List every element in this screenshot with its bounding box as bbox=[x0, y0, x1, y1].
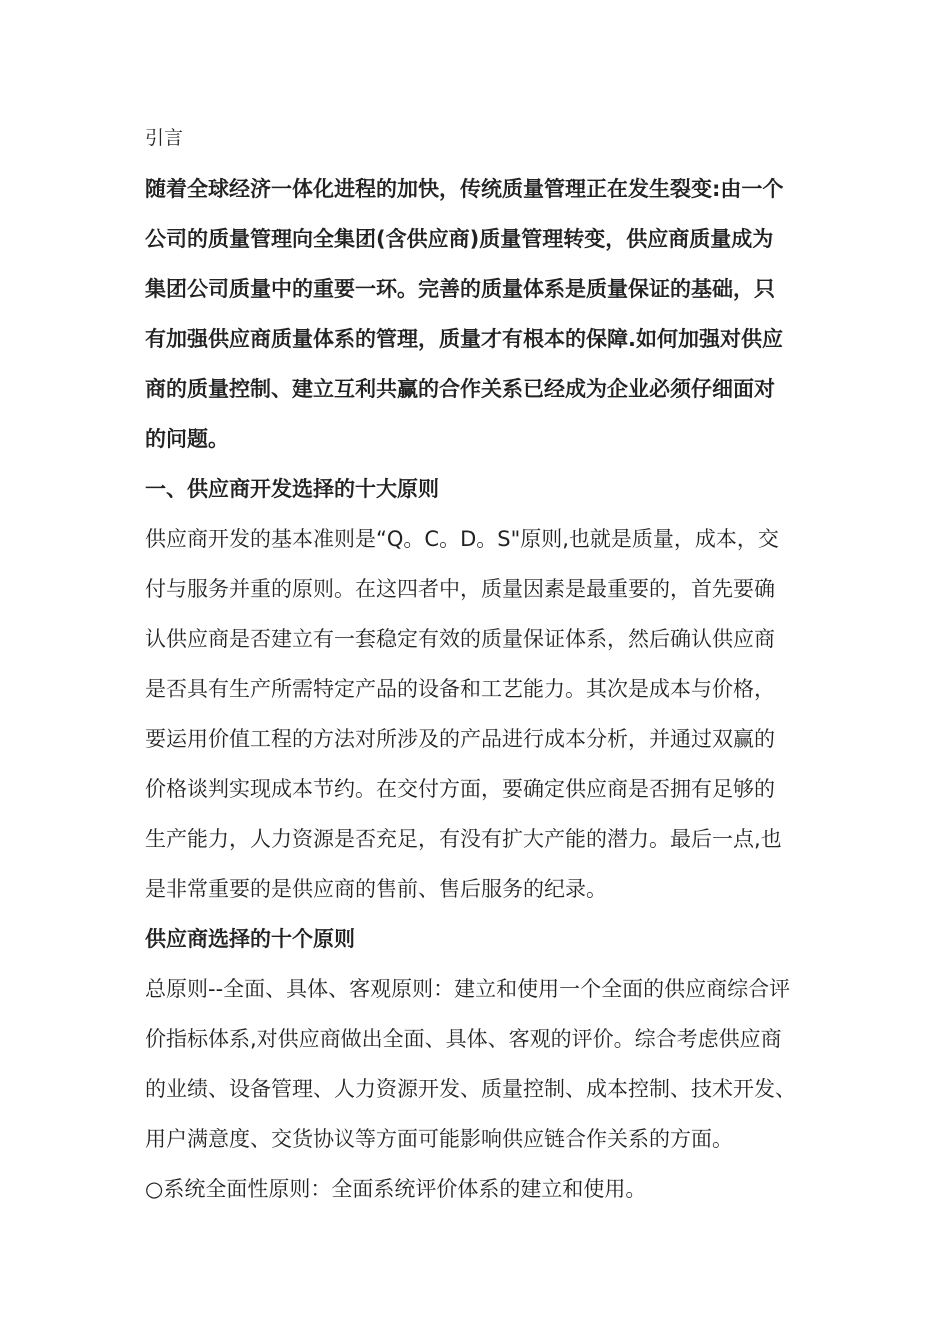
section1-line: 付与服务并重的原则。在这四者中，质量因素是最重要的，首先要确 bbox=[145, 577, 775, 601]
section1-line: 认供应商是否建立有一套稳定有效的质量保证体系，然后确认供应商 bbox=[145, 627, 775, 651]
section2-line: 用户满意度、交货协议等方面可能影响供应链合作关系的方面。 bbox=[145, 1127, 733, 1151]
section1-line: 价格谈判实现成本节约。在交付方面，要确定供应商是否拥有足够的 bbox=[145, 777, 775, 801]
intro-line: 的问题。 bbox=[145, 427, 229, 451]
section2-line: 价指标体系,对供应商做出全面、具体、客观的评价。综合考虑供应商 bbox=[145, 1027, 782, 1051]
section2-paragraph bbox=[145, 964, 810, 1164]
page-title: 引言 bbox=[145, 127, 184, 149]
bullet-item: ○系统全面性原则：全面系统评价体系的建立和使用。 bbox=[145, 1177, 647, 1201]
section1-paragraph bbox=[145, 514, 810, 914]
document-body bbox=[145, 113, 810, 1214]
section1-line: 供应商开发的基本准则是“Q。C。D。S"原则,也就是质量，成本，交 bbox=[145, 527, 779, 551]
intro-line: 有加强供应商质量体系的管理，质量才有根本的保障.如何加强对供应 bbox=[145, 327, 783, 351]
intro-line: 集团公司质量中的重要一环。完善的质量体系是质量保证的基础，只 bbox=[145, 277, 775, 301]
section2-heading: 供应商选择的十个原则 bbox=[145, 927, 355, 951]
section1-line: 生产能力，人力资源是否充足，有没有扩大产能的潜力。最后一点,也 bbox=[145, 827, 782, 851]
section1-heading: 一、供应商开发选择的十大原则 bbox=[145, 477, 439, 501]
intro-paragraph bbox=[145, 164, 810, 464]
section2-line: 总原则--全面、具体、客观原则：建立和使用一个全面的供应商综合评 bbox=[145, 977, 791, 1001]
section2-line: 的业绩、设备管理、人力资源开发、质量控制、成本控制、技术开发、 bbox=[145, 1077, 796, 1101]
section1-line: 是否具有生产所需特定产品的设备和工艺能力。其次是成本与价格， bbox=[145, 677, 775, 701]
intro-line: 随着全球经济一体化进程的加快，传统质量管理正在发生裂变:由一个 bbox=[145, 177, 784, 201]
section1-line: 是非常重要的是供应商的售前、售后服务的纪录。 bbox=[145, 877, 607, 901]
intro-line: 公司的质量管理向全集团(含供应商)质量管理转变，供应商质量成为 bbox=[145, 227, 774, 251]
section1-line: 要运用价值工程的方法对所涉及的产品进行成本分析，并通过双赢的 bbox=[145, 727, 775, 751]
intro-line: 商的质量控制、建立互利共赢的合作关系已经成为企业必须仔细面对 bbox=[145, 377, 775, 401]
